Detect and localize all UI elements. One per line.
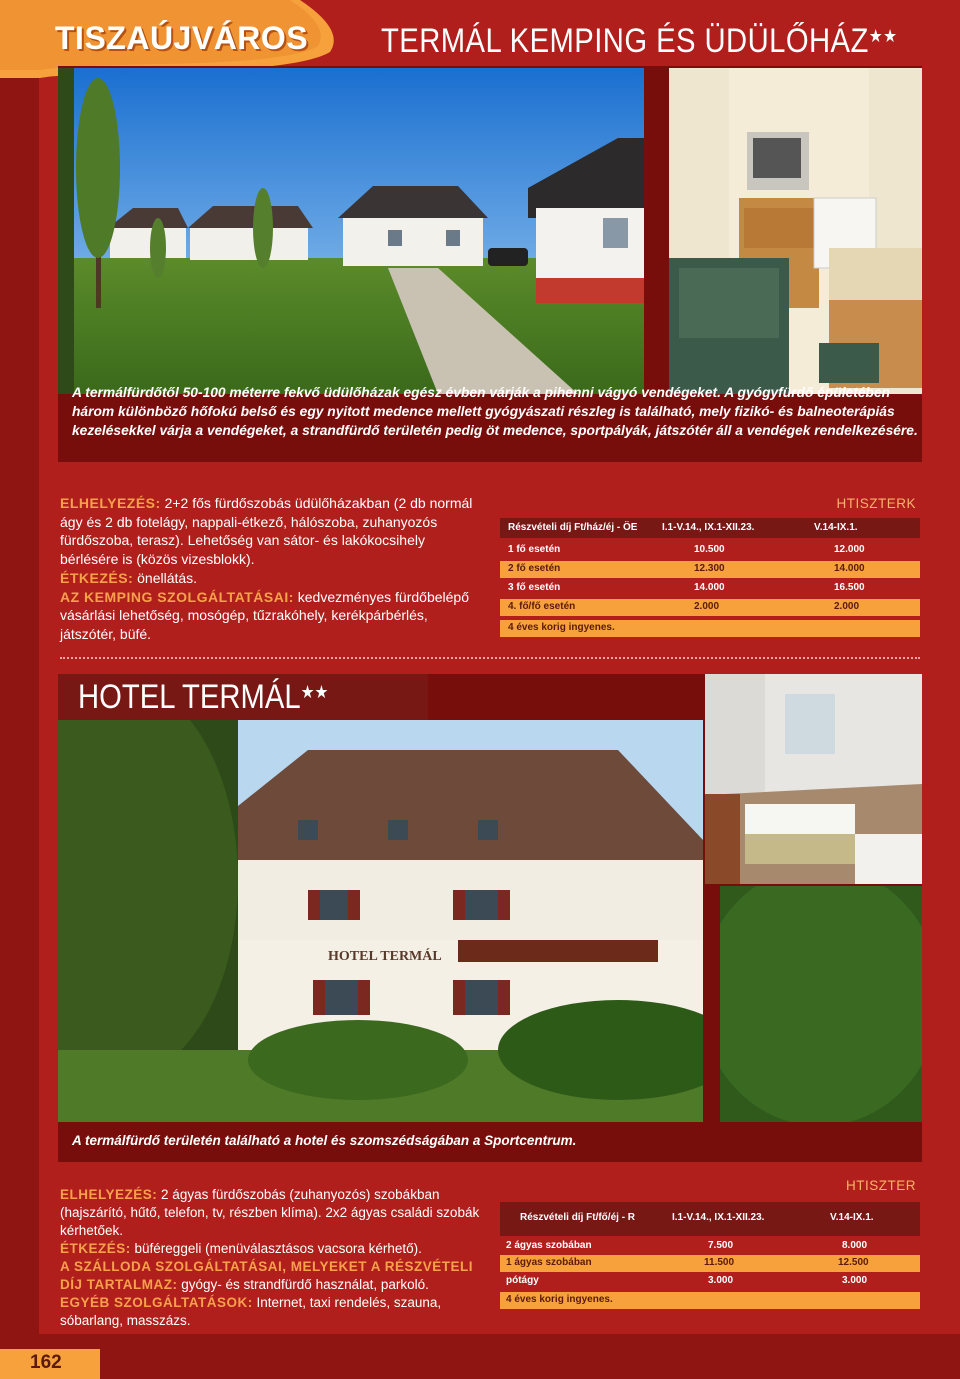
hotel-ar-label: A SZÁLLODA SZOLGÁLTATÁSAI, MELYEKET A RÉSZVÉTELI DÍJ TARTALMAZ: bbox=[60, 1259, 474, 1292]
price-code-tag: HTISZTERK bbox=[836, 496, 916, 511]
hotel-info bbox=[60, 1186, 480, 1330]
table-row bbox=[500, 542, 920, 559]
intro-text: A termálfürdőtől 50-100 méterre fekvő üdülőházak egész évben várják a pihenni vágyó vendégeket. A gyógyfürdő épületében három különböző hőfokú belső és egy nyitott medence mellett gyógyászati részleg is található, mely fizikó- és balneoterápiás kezelésekkel várja a vendégeket, a strandfürdő területén pedig öt medence, sportpályák, játszótér áll a vendégek rendelkezésére. bbox=[72, 385, 918, 438]
table-cell: 10.500 bbox=[694, 544, 725, 555]
price-table-hotel bbox=[500, 1176, 920, 1310]
hotel-title bbox=[78, 678, 328, 717]
hotel-rating-stars: ★★ bbox=[300, 682, 329, 702]
table-header-cell: Részvételi díj Ft/fő/éj - R bbox=[520, 1212, 636, 1223]
hotel-sign: HOTEL TERMÁL bbox=[328, 949, 442, 964]
table-cell: 3.000 bbox=[842, 1275, 868, 1286]
table-cell: 1 fő esetén bbox=[508, 544, 561, 555]
hotel-room-photo bbox=[705, 674, 922, 884]
hotel-corridor-photo bbox=[720, 886, 922, 1122]
hotel-etkezes-label: ÉTKEZÉS: bbox=[60, 1241, 131, 1256]
table-cell: pótágy bbox=[506, 1275, 539, 1286]
table-note: 4 éves korig ingyenes. bbox=[508, 622, 615, 633]
table-cell: 12.500 bbox=[838, 1257, 869, 1268]
table-cell: 1 ágyas szobában bbox=[506, 1257, 592, 1268]
kemping-etkezes-label: ÉTKEZÉS: bbox=[60, 569, 134, 586]
table-note-row bbox=[500, 1292, 920, 1309]
table-cell: 2.000 bbox=[834, 601, 860, 612]
table-header-cell: I.1-V.14., IX.1-XII.23. bbox=[672, 1212, 765, 1223]
table-header-cell: I.1-V.14., IX.1-XII.23. bbox=[662, 522, 755, 533]
table-row bbox=[500, 1255, 920, 1272]
kemping-info bbox=[60, 494, 480, 644]
rating-stars: ★★ bbox=[868, 26, 898, 46]
kemping-elhelyezes: 2+2 fős fürdőszobás üdülőházakban (2 db normál ágy és 2 db fotelágy, nappali-étkező, hálószoba, zuhanyozós fürdőszoba, terasz). Lehetőség van sátor- és lakókocsihely bérlésére is (közös vizesblokk). bbox=[60, 495, 473, 568]
kemping-elhelyezes-label: ELHELYEZÉS: bbox=[60, 495, 161, 511]
table-cell: 14.000 bbox=[694, 582, 725, 593]
kemping-szolg-label: AZ KEMPING SZOLGÁLTATÁSAI: bbox=[60, 588, 294, 605]
table-cell: 3 fő esetén bbox=[508, 582, 561, 593]
table-row bbox=[500, 599, 920, 616]
hotel-ar: gyógy- és strandfürdő használat, parkoló. bbox=[181, 1277, 429, 1292]
table-cell: 2 fő esetén bbox=[508, 563, 561, 574]
table-cell: 14.000 bbox=[834, 563, 865, 574]
table-header-cell: Részvételi díj Ft/ház/éj - ÖE bbox=[508, 522, 638, 533]
table-cell: 11.500 bbox=[704, 1257, 735, 1268]
table-cell: 4. fő/fő esetén bbox=[508, 601, 576, 612]
table-header-row bbox=[500, 518, 920, 538]
table-note: 4 éves korig ingyenes. bbox=[506, 1294, 613, 1305]
hotel-egyeb-label: EGYÉB SZOLGÁLTATÁSOK: bbox=[60, 1295, 253, 1310]
table-cell: 12.000 bbox=[834, 544, 865, 555]
table-note-row bbox=[500, 620, 920, 637]
table-cell: 2.000 bbox=[694, 601, 720, 612]
hotel-egyeb: Internet, taxi rendelés, szauna, sóbarlang, masszázs. bbox=[60, 1295, 442, 1328]
price-table-kemping bbox=[500, 494, 920, 639]
hotel-etkezes: büféreggeli (menüválasztásos vacsora kérhető). bbox=[134, 1241, 422, 1256]
page-number: 162 bbox=[30, 1352, 62, 1373]
hotel-elhelyezes: 2 ágyas fürdőszobás (zuhanyozós) szobákban (hajszárító, hűtő, telefon, tv, részben klíma). 2x2 ágyas családi szobák kérhetőek. bbox=[60, 1187, 480, 1238]
table-row bbox=[500, 580, 920, 597]
page-number-box bbox=[0, 1349, 100, 1379]
table-cell: 12.300 bbox=[694, 563, 725, 574]
table-row bbox=[500, 1273, 920, 1290]
table-row bbox=[500, 561, 920, 578]
table-row bbox=[500, 1238, 920, 1255]
section-divider bbox=[60, 657, 920, 659]
table-cell: 16.500 bbox=[834, 582, 865, 593]
hotel-title-text: HOTEL TERMÁL bbox=[78, 678, 301, 716]
page-title bbox=[381, 22, 897, 61]
cottage-interior-photo bbox=[669, 68, 922, 394]
page-title-text: TERMÁL KEMPING ÉS ÜDÜLŐHÁZ bbox=[381, 22, 869, 60]
campsite-photo bbox=[58, 68, 644, 394]
hotel-title-box bbox=[58, 674, 428, 720]
table-cell: 8.000 bbox=[842, 1240, 868, 1251]
hotel-caption: A termálfürdő területén található a hotel és szomszédságában a Sportcentrum. bbox=[72, 1133, 577, 1148]
city-name: TISZAÚJVÁROS bbox=[55, 20, 309, 56]
table-header-cell: V.14-IX.1. bbox=[830, 1212, 874, 1223]
table-header-cell: V.14-IX.1. bbox=[814, 522, 858, 533]
table-cell: 2 ágyas szobában bbox=[506, 1240, 592, 1251]
table-cell: 3.000 bbox=[708, 1275, 734, 1286]
kemping-etkezes: önellátás. bbox=[137, 569, 198, 586]
hotel-elhelyezes-label: ELHELYEZÉS: bbox=[60, 1187, 158, 1202]
table-cell: 7.500 bbox=[708, 1240, 734, 1251]
kemping-szolg: kedvezményes fürdőbelépő vásárlási lehetőség, mosógép, tűzrakóhely, kerékpárbérlés, játszótér, büfé. bbox=[60, 588, 469, 642]
price-code-tag: HTISZTER bbox=[846, 1178, 916, 1193]
hotel-building-photo bbox=[58, 720, 703, 1122]
table-header-row bbox=[500, 1202, 920, 1236]
